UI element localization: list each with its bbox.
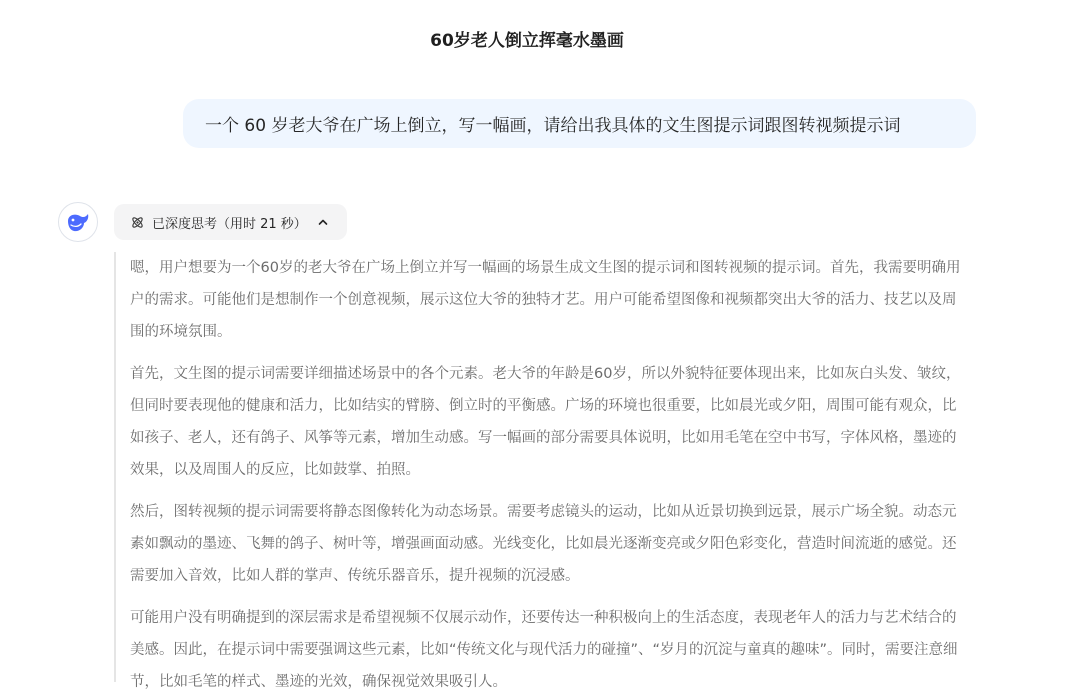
page-title: 60岁老人倒立挥毫水墨画 (430, 31, 624, 51)
thinking-paragraph: 可能用户没有明确提到的深层需求是希望视频不仅展示动作，还要传达一种积极向上的生活态度，表现老年人的活力与艺术结合的美感。因此，在提示词中需要强调这些元素，比如“传统文化与现代活力的碰撞”、“岁月的沉淀与童真的趣味”。同时，需要注意细节，比如毛笔的样式、墨迹的光效，确保视觉效果吸引人。 (130, 610, 958, 690)
assistant-avatar (58, 202, 98, 242)
chevron-up-icon (317, 216, 329, 228)
thinking-toggle-label: 已深度思考（用时 21 秒） (152, 216, 307, 232)
thinking-paragraph: 首先，文生图的提示词需要详细描述场景中的各个元素。老大爷的年龄是60岁，所以外貌特征要体现出来，比如灰白头发、皱纹，但同时要表现他的健康和活力，比如结实的臂膀、倒立时的平衡感。广场的环境也很重要，比如晨光或夕阳，周围可能有观众，比如孩子、老人，还有鸽子、风筝等元素，增加生动感。写一幅画的部分需要具体说明，比如用毛笔在空中书写，字体风格，墨迹的效果，以及周围人的反应，比如鼓掌、拍照。 (130, 366, 961, 478)
atom-icon (130, 215, 145, 230)
thinking-content (114, 252, 974, 690)
user-message-text: 一个 60 岁老大爷在广场上倒立，写一幅画，请给出我具体的文生图提示词跟图转视频提示词 (205, 116, 901, 136)
user-message-bubble (183, 99, 976, 148)
thinking-paragraph: 嗯，用户想要为一个60岁的老大爷在广场上倒立并写一幅画的场景生成文生图的提示词和图转视频的提示词。首先，我需要明确用户的需求。可能他们是想制作一个创意视频，展示这位大爷的独特才艺。用户可能希望图像和视频都突出大爷的活力、技艺以及周围的环境氛围。 (130, 260, 961, 340)
thinking-toggle-button[interactable] (114, 204, 347, 240)
whale-logo-icon (65, 209, 91, 235)
thinking-paragraph: 然后，图转视频的提示词需要将静态图像转化为动态场景。需要考虑镜头的运动，比如从近景切换到远景，展示广场全貌。动态元素如飘动的墨迹、飞舞的鸽子、树叶等，增强画面动感。光线变化，比如晨光逐渐变亮或夕阳色彩变化，营造时间流逝的感觉。还需要加入音效，比如人群的掌声、传统乐器音乐，提升视频的沉浸感。 (130, 504, 957, 584)
